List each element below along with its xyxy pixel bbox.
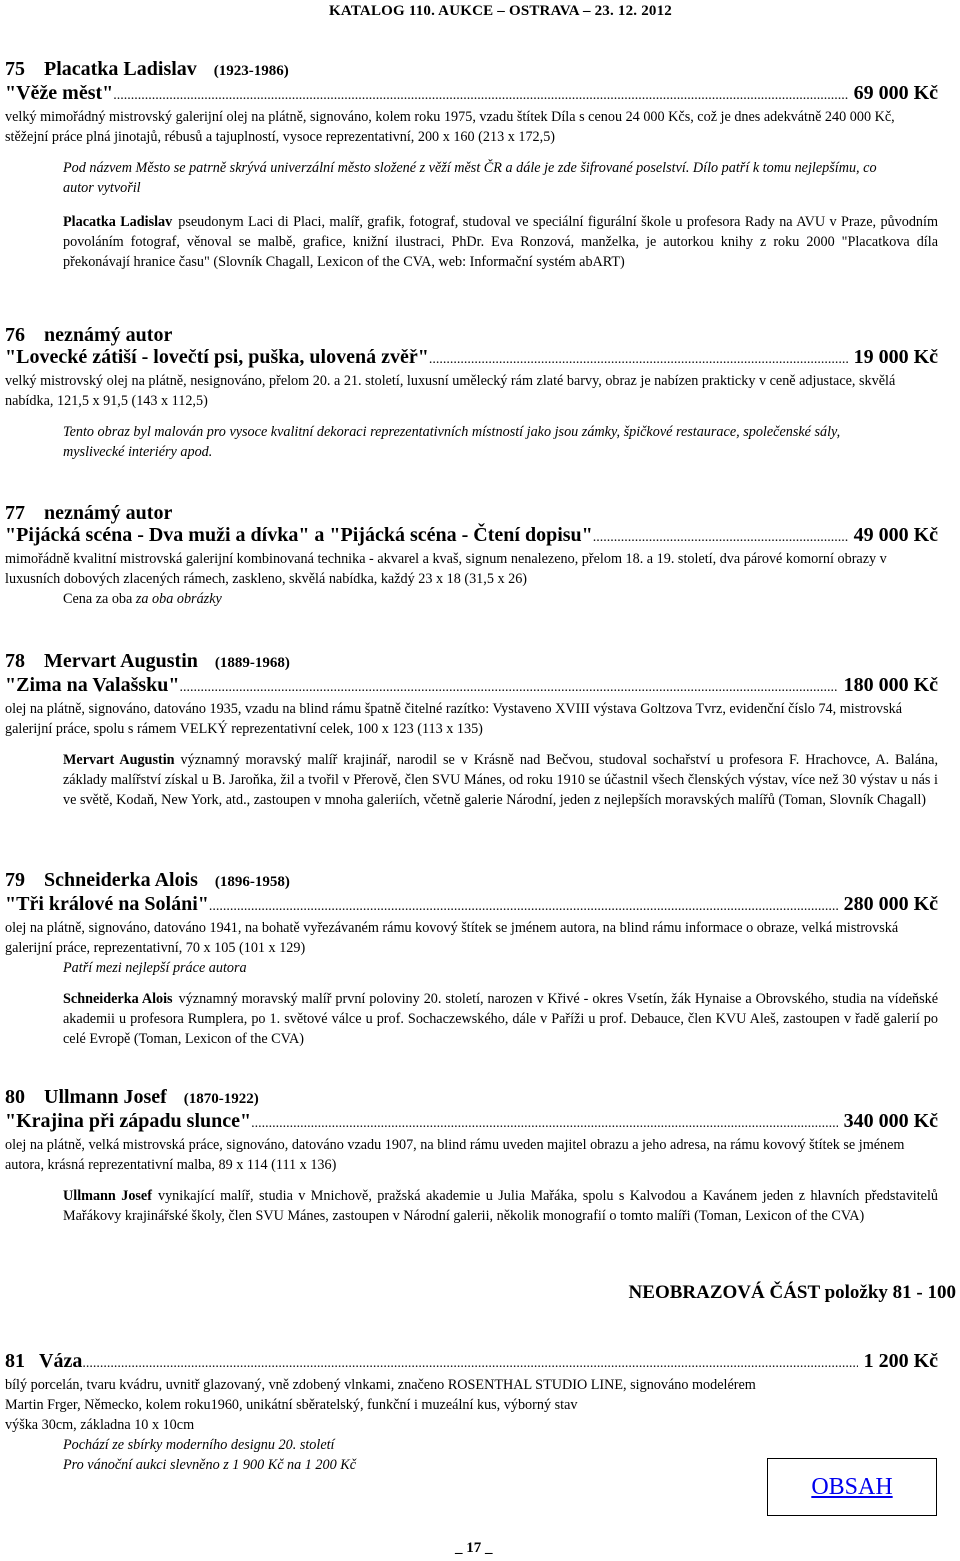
lot-number: 81 (5, 1350, 25, 1372)
artist-bio (63, 1186, 938, 1226)
lot-heading (5, 1086, 938, 1110)
bio-name: Mervart Augustin (63, 752, 175, 768)
lot-note: Pochází ze sbírky moderního designu 20. století (63, 1437, 335, 1453)
lot-price: 49 000 Kč (853, 524, 938, 546)
lot-title-line (5, 1110, 938, 1135)
lot-description: mimořádně kvalitní mistrovská galerijní kombinovaná technika - akvarel a kvaš, signum nenalezeno, přelom 18. a 19. století, dva párové komorní obrazy v luxusních dobových zlacených rámech, zaskleno, skvělá nabídka, každý 23 x 18 (31,5 x 26) (5, 551, 887, 587)
price-note-italic: za oba obrázky (135, 591, 222, 607)
artist-bio (63, 989, 938, 1049)
lot-title-line (5, 1350, 938, 1375)
lot-heading (5, 502, 938, 524)
lot-title: "Lovecké zátiší - lovečtí psi, puška, ulovená zvěř" (5, 346, 429, 368)
lot-75 (5, 58, 938, 272)
lot-note: Patří mezi nejlepší práce autora (63, 960, 247, 976)
lot-artist: Placatka Ladislav (44, 58, 197, 80)
lot-price: 69 000 Kč (853, 82, 938, 104)
lot-artist-life: (1923-1986) (213, 63, 289, 79)
lot-title: "Pijácká scéna - Dva muži a dívka" a "Pijácká scéna - Čtení dopisu" (5, 524, 593, 546)
bio-text: významný moravský malíř krajinář, narodil se v Krásně nad Bečvou, studoval sochařství u profesora F. Hrachovce, A. Balána, základy malířství získal u B. Jaroňka, žil a tvořil v Přerově, člen SVU Mánes, od roku 1910 se účastnil všech členských výstav, více než 30 výstav u nás i ve světě, Kodaň, New York, atd., zastoupen v mnoha galeriích, včetně galerie Národní, jeden z nejlepších moravských malířů (Toman, Slovník Chagall) (63, 752, 938, 808)
lot-title-line (5, 674, 938, 699)
lot-artist: neznámý autor (44, 324, 173, 346)
lot-artist-life: (1870-1922) (183, 1091, 259, 1107)
lot-artist-life: (1896-1958) (214, 874, 290, 890)
bio-text: pseudonym Laci di Placi, malíř, grafik, fotograf, studoval ve speciální figurální škole u profesora Rady na AVU v Praze, původním povoláním fotograf, věnoval se malbě, grafice, knižní ilustraci, PhDr. Eva Ronzová, manželka, je autorkou knihy z roku 2000 "Placatkova díla překonávají hranice času" (Slovník Chagall, Lexicon of the CVA, web: Informační systém abART) (63, 214, 939, 270)
lot-description: velký mimořádný mistrovský galerijní olej na plátně, signováno, kolem roku 1975, vzadu štítek Díla s cenou 24 000 Kčs, což je dnes adekvátně 240 000 Kč, stěžejní práce plná jinotajů, rébusů a tajuplností, vysoce reprezentativní, 200 x 160 (213 x 172,5) (5, 109, 895, 145)
lot-artist: Mervart Augustin (44, 650, 198, 672)
bio-name: Schneiderka Alois (63, 991, 173, 1007)
lot-price-note (63, 589, 938, 609)
section-title: NEOBRAZOVÁ ČÁST položky 81 - 100 (628, 1282, 956, 1303)
lot-title-line (5, 346, 938, 371)
lot-price: 1 200 Kč (863, 1350, 938, 1372)
lot-80 (5, 1086, 938, 1226)
bio-text: vynikající malíř, studia v Mnichově, pražská akademie u Julia Mařáka, spolu s Kalvodou a Kavánem jeden z hlavních představitelů Mařákovy krajinářské školy, člen SVU Mánes, zastoupen v Národní galerii, několik monografií o tomto malíři (Toman, Lexicon of the CVA) (63, 1188, 938, 1224)
lot-artist: neznámý autor (44, 502, 173, 524)
lot-title: "Krajina při západu slunce" (5, 1110, 252, 1132)
lot-title-line (5, 893, 938, 918)
lot-artist-life: (1889-1968) (214, 655, 290, 671)
lot-78 (5, 650, 938, 810)
lot-note: Pod názvem Město se patrně skrývá univerzální město složené z věží měst ČR a dále je zde šifrované poselství. Dílo patří k tomu nejlepšímu, co autor vytvořil (63, 160, 877, 196)
bio-text: významný moravský malíř první poloviny 20. století, narozen v Křivé - okres Vsetín, žák Hynaise a Obrovského, studia na vídeňské akademii u profesora Rumplera, po 1. světové válce u prof. Sochaczewského, dále v Paříži u prof. Debauce, člen KVU Aleš, zastoupen v řadě galerií po celé Evropě (Toman, Lexicon of the CVA) (63, 991, 939, 1047)
lot-heading (5, 869, 938, 893)
lot-number: 79 (5, 869, 25, 891)
lot-79 (5, 869, 938, 1049)
lot-note: Pro vánoční aukci slevněno z 1 900 Kč na 1 200 Kč (63, 1457, 357, 1473)
lot-title: Váza (39, 1350, 83, 1372)
price-note-plain: Cena za oba (63, 591, 133, 607)
lot-title: "Tři králové na Soláni" (5, 893, 209, 915)
lot-title: "Zima na Valašsku" (5, 674, 180, 696)
lot-artist: Ullmann Josef (44, 1086, 167, 1108)
lot-description-line: výška 30cm, základna 10 x 10cm (5, 1417, 195, 1433)
lot-title-line (5, 82, 938, 107)
dot-leader (251, 1113, 837, 1135)
lot-76 (5, 324, 938, 462)
catalog-header: KATALOG 110. AUKCE – OSTRAVA – 23. 12. 2012 (329, 3, 672, 19)
lot-heading (5, 324, 938, 346)
lot-description-line: Martin Frger, Německo, kolem roku1960, unikátní sběratelský, funkční i muzeální kus, výborný stav (5, 1397, 578, 1413)
dot-leader (429, 349, 848, 371)
lot-note: Tento obraz byl malován pro vysoce kvalitní dekoraci reprezentativních místností jako jsou zámky, špičkové restaurace, společenské sály, myslivecké interiéry apod. (63, 424, 841, 460)
lot-price: 180 000 Kč (843, 674, 938, 696)
bio-name: Ullmann Josef (63, 1188, 152, 1204)
lot-description: olej na plátně, signováno, datováno 1941, na bohatě vyřezávaném rámu kovový štítek se jménem autora, na blind rámu informace o obraze, velká mistrovská galerijní práce, reprezentativní, 70 x 105 (101 x 129) (5, 920, 899, 956)
artist-bio (63, 212, 938, 272)
lot-description: olej na plátně, signováno, datováno 1935, vzadu na blind rámu špatně čitelné razítko: Vystaveno XVIII výstava Goltzova Tvrz, evidenční číslo 74, mistrovská galerijní práce, spolu s rámem VELKÝ reprezentativní celek, 100 x 123 (113 x 135) (5, 701, 902, 737)
lot-price: 19 000 Kč (853, 346, 938, 368)
lot-description: velký mistrovský olej na plátně, nesignováno, přelom 20. a 21. století, luxusní umělecký rám zlaté barvy, obraz je nabízen prakticky v ceně adjustace, skvělá nabídka, 121,5 x 91,5 (143 x 112,5) (5, 373, 896, 409)
lot-heading (5, 650, 938, 674)
lot-artist: Schneiderka Alois (44, 869, 198, 891)
lot-81 (5, 1350, 938, 1475)
lot-description: olej na plátně, velká mistrovská práce, signováno, datováno vzadu 1907, na blind rámu uveden majitel obrazu a jeho adresa, na rámu kovový štítek se jménem autora, krásná reprezentativní malba, 89 x 114 (111 x 136) (5, 1137, 905, 1173)
lot-77 (5, 502, 938, 609)
lot-number: 77 (5, 502, 25, 524)
lot-title-line (5, 524, 938, 549)
lot-description-line: bílý porcelán, tvaru kvádru, uvnitř glazovaný, vně zdobený vlnkami, značeno ROSENTHAL STUDIO LINE, signováno modelérem (5, 1377, 756, 1393)
lot-number: 80 (5, 1086, 25, 1108)
lot-number: 75 (5, 58, 25, 80)
lot-number: 76 (5, 324, 25, 346)
dot-leader (593, 527, 848, 549)
lot-title: "Věže měst" (5, 82, 114, 104)
bio-name: Placatka Ladislav (63, 214, 173, 230)
lot-heading (5, 58, 938, 82)
page-number: _ 17 _ (455, 1540, 493, 1556)
artist-bio (63, 750, 938, 810)
dot-leader (82, 1353, 857, 1375)
obsah-link-box[interactable] (767, 1458, 937, 1516)
lot-price: 340 000 Kč (843, 1110, 938, 1132)
lot-price: 280 000 Kč (843, 893, 938, 915)
dot-leader (209, 896, 838, 918)
dot-leader (180, 677, 838, 699)
obsah-link[interactable]: OBSAH (811, 1473, 893, 1500)
dot-leader (113, 85, 847, 107)
lot-number: 78 (5, 650, 25, 672)
